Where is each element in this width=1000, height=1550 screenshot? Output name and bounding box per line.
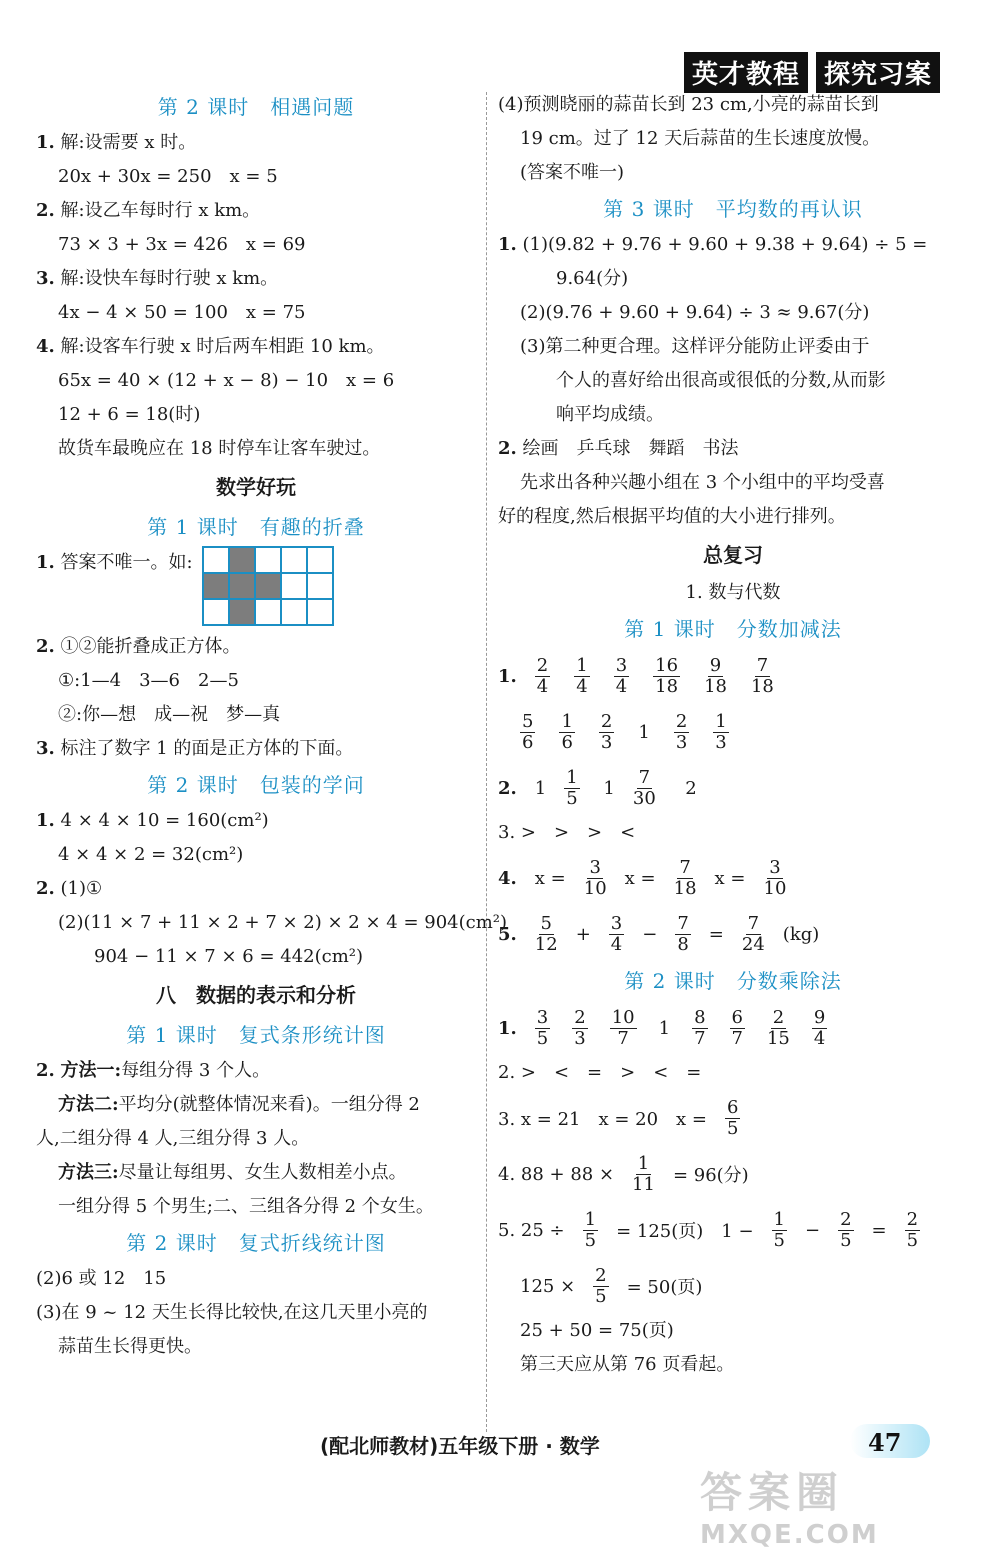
fraction: $\frac{7}{24}$ (741, 912, 765, 955)
answer-line: 2. ①②能折叠成正方体。 (36, 636, 241, 657)
answer-line: 9.64(分) (556, 268, 629, 289)
whole-number: 1 (658, 1017, 671, 1039)
answer-line: 方法三:尽量让每组男、女生人数相差小点。 (58, 1162, 407, 1183)
fraction: $\frac{2}{15}$ (766, 1006, 790, 1049)
lesson-title: 第 1 课时 分数加减法 (624, 617, 842, 641)
lesson-title: 第 2 课时 包装的学问 (147, 773, 365, 797)
fraction: $\frac{2}{5}$ (906, 1208, 919, 1251)
answer-line: 第三天应从第 76 页看起。 (520, 1354, 735, 1375)
fraction: $\frac{1}{4}$ (576, 654, 588, 697)
cube-net-figure (202, 546, 334, 626)
watermark (700, 1460, 879, 1550)
answer-line: (2)6 或 12 15 (36, 1268, 167, 1289)
fraction: $\frac{6}{5}$ (727, 1096, 739, 1139)
fraction: $\frac{3}{10}$ (583, 856, 607, 899)
fraction: $\frac{2}{3}$ (574, 1006, 586, 1049)
fraction-row: 1. $\frac{3}{5}$ $\frac{2}{3}$ $\frac{10}{7}$ 1 $\frac{8}{7}$ $\frac{6}{7}$ $\frac{2}{15}$ $\frac{9}{4}$ (498, 1006, 826, 1049)
lesson-title: 第 3 课时 平均数的再认识 (603, 197, 863, 221)
fraction: $\frac{3}{10}$ (763, 856, 787, 899)
answer-line: (3)第二种更合理。这样评分能防止评委由于 (520, 336, 870, 357)
fraction-row: 125 × $\frac{2}{5}$ = 50(页) (520, 1264, 703, 1307)
answer-line: 好的程度,然后根据平均值的大小进行排列。 (498, 506, 846, 527)
right-column (498, 88, 968, 1382)
fraction: $\frac{1}{11}$ (632, 1152, 655, 1195)
answer-line: 方法二:平均分(就整体情况来看)。一组分得 2 (58, 1094, 420, 1115)
fraction-row: 4. 88 + 88 × $\frac{1}{11}$ = 96(分) (498, 1152, 749, 1195)
fraction: $\frac{1}{3}$ (715, 710, 727, 753)
fraction: $\frac{9}{4}$ (813, 1006, 826, 1049)
lesson-title: 第 2 课时 相遇问题 (157, 95, 355, 119)
answer-line: 3. 解:设快车每时行驶 x km。 (36, 268, 279, 289)
fraction-row: 4. x = $\frac{3}{10}$ x = $\frac{7}{18}$ x = $\frac{3}{10}$ (498, 856, 787, 899)
answer-line: 12 + 6 = 18(时) (58, 404, 201, 425)
answer-line: 1. 解:设需要 x 时。 (36, 132, 197, 153)
fraction: $\frac{3}{4}$ (615, 654, 628, 697)
answer-line: 4. 解:设客车行驶 x 时后两车相距 10 km。 (36, 336, 385, 357)
fraction: $\frac{7}{30}$ (632, 766, 656, 809)
answer-line: 2. > < = > < = (498, 1062, 702, 1083)
answer-line: (4)预测晓丽的蒜苗长到 23 cm,小亮的蒜苗长到 (498, 94, 879, 115)
subsection-title: 1. 数与代数 (685, 582, 781, 603)
fraction: $\frac{2}{3}$ (675, 710, 688, 753)
answer-line: 20x + 30x = 250 x = 5 (58, 166, 278, 187)
fraction: $\frac{2}{5}$ (595, 1264, 607, 1307)
fraction-row: 2. 1 $\frac{1}{5}$ 1 $\frac{7}{30}$ 2 (498, 766, 697, 809)
answer-line: 先求出各种兴趣小组在 3 个小组中的平均受喜 (520, 472, 885, 493)
answer-line: ②:你—想 成—祝 梦—真 (58, 704, 281, 725)
answer-line: 2. 解:设乙车每时行 x km。 (36, 200, 261, 221)
section-title: 八 数据的表示和分析 (156, 983, 356, 1007)
section-title: 总复习 (703, 543, 763, 567)
answer-line: 故货车最晚应在 18 时停车让客车驶过。 (58, 438, 381, 459)
lesson-title: 第 1 课时 复式条形统计图 (126, 1023, 386, 1047)
answer-line: (答案不唯一) (520, 162, 625, 183)
watermark-url: MXQE.COM (700, 1520, 879, 1550)
fraction: $\frac{16}{18}$ (655, 654, 679, 697)
answer-line: 2. 方法一:每组分得 3 个人。 (36, 1060, 271, 1081)
answer-line: 25 + 50 = 75(页) (520, 1320, 674, 1341)
answer-line: 蒜苗生长得更快。 (58, 1336, 202, 1357)
fraction: $\frac{6}{7}$ (731, 1006, 743, 1049)
watermark-logo-text: 答案圈 (700, 1468, 845, 1517)
section-title: 数学好玩 (216, 475, 296, 499)
answer-line: 904 − 11 × 7 × 6 = 442(cm²) (94, 946, 364, 967)
fraction-row: 1. $\frac{2}{4}$ $\frac{1}{4}$ $\frac{3}{4}$ $\frac{16}{18}$ $\frac{9}{18}$ $\frac{7}{18}$ (498, 654, 774, 697)
answer-line: 1. 4 × 4 × 10 = 160(cm²) (36, 810, 269, 831)
answer-line: 一组分得 5 个男生;二、三组各分得 2 个女生。 (58, 1196, 434, 1217)
lesson-title: 第 2 课时 分数乘除法 (624, 969, 842, 993)
fraction-row: 3. x = 21 x = 20 x = $\frac{6}{5}$ (498, 1096, 739, 1139)
answer-line: 19 cm。过了 12 天后蒜苗的生长速度放慢。 (520, 128, 881, 149)
answer-line: 3. > > > < (498, 822, 636, 843)
page-number: 47 (868, 1428, 902, 1457)
footer-text: (配北师教材)五年级下册 · 数学 (320, 1434, 600, 1458)
answer-line: 个人的喜好给出很高或很低的分数,从而影 (556, 370, 886, 391)
fraction: $\frac{9}{18}$ (704, 654, 727, 697)
header-title-left: 英才教程 (684, 52, 808, 93)
answer-line: 4x − 4 × 50 = 100 x = 75 (58, 302, 306, 323)
fraction-row: 5. 25 ÷ $\frac{1}{5}$ = 125(页) 1 − $\frac{1}{5}$ − $\frac{2}{5}$ = $\frac{2}{5}$ (498, 1208, 919, 1251)
fraction-row: 5. $\frac{5}{12}$ + $\frac{3}{4}$ − $\frac{7}{8}$ = $\frac{7}{24}$ (kg) (498, 912, 820, 955)
lesson-title: 第 1 课时 有趣的折叠 (147, 515, 365, 539)
answer-line: 4 × 4 × 2 = 32(cm²) (58, 844, 244, 865)
header-title-right: 探究习案 (816, 52, 940, 93)
fraction: $\frac{1}{6}$ (561, 710, 573, 753)
answer-line: 65x = 40 × (12 + x − 8) − 10 x = 6 (58, 370, 395, 391)
fraction: $\frac{2}{3}$ (600, 710, 613, 753)
fraction: $\frac{1}{5}$ (773, 1208, 785, 1251)
fraction: $\frac{3}{4}$ (610, 912, 623, 955)
fraction: $\frac{8}{7}$ (694, 1006, 706, 1049)
fraction: $\frac{7}{18}$ (673, 856, 697, 899)
fraction: $\frac{3}{5}$ (536, 1006, 549, 1049)
fraction: $\frac{2}{4}$ (536, 654, 549, 697)
column-divider (486, 92, 487, 1432)
answer-line: ①:1—4 3—6 2—5 (58, 670, 239, 691)
whole-number: 1 (638, 721, 650, 743)
answer-line: (3)在 9 ~ 12 天生长得比较快,在这几天里小亮的 (36, 1302, 428, 1323)
fraction: $\frac{5}{6}$ (522, 710, 534, 753)
answer-line: 响平均成绩。 (556, 404, 664, 425)
left-column (36, 88, 508, 1364)
answer-line: 3. 标注了数字 1 的面是正方体的下面。 (36, 738, 354, 759)
answer-line: 2. (1)① (36, 878, 103, 899)
fraction: $\frac{10}{7}$ (611, 1006, 635, 1049)
answer-line: 1. (1)(9.82 + 9.76 + 9.60 + 9.38 + 9.64) ÷ 5 = (498, 234, 928, 255)
fraction: $\frac{2}{5}$ (840, 1208, 852, 1251)
fraction: $\frac{1}{5}$ (566, 766, 578, 809)
answer-line: (2)(9.76 + 9.60 + 9.64) ÷ 3 ≈ 9.67(分) (520, 302, 870, 323)
fraction: $\frac{7}{8}$ (677, 912, 689, 955)
page-header (684, 52, 940, 93)
fraction-row (498, 704, 968, 760)
fraction: $\frac{1}{5}$ (584, 1208, 597, 1251)
fraction: $\frac{7}{18}$ (750, 654, 774, 697)
answer-line: 2. 绘画 乒乓球 舞蹈 书法 (498, 438, 739, 459)
fraction: $\frac{5}{12}$ (534, 912, 558, 955)
answer-line: 人,二组分得 4 人,三组分得 3 人。 (36, 1128, 310, 1149)
answer-line: (2)(11 × 7 + 11 × 2 + 7 × 2) × 2 × 4 = 904(cm²) (58, 912, 508, 933)
answer-line: 1. 答案不唯一。如: (36, 546, 476, 630)
lesson-title: 第 2 课时 复式折线统计图 (126, 1231, 386, 1255)
answer-line: 73 × 3 + 3x = 426 x = 69 (58, 234, 306, 255)
